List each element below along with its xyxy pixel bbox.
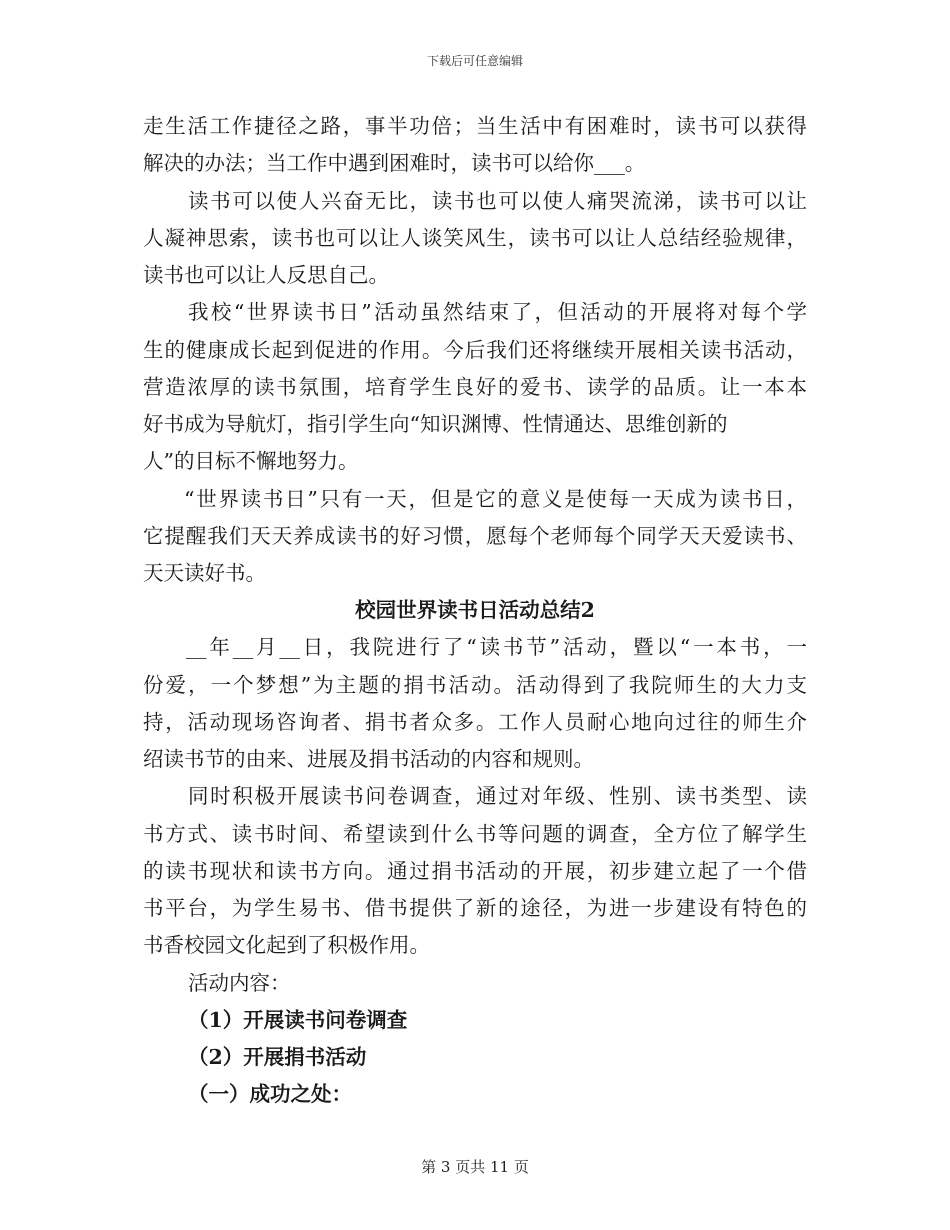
- body-line: 读书可以使人兴奋无比，读书也可以使人痛哭流涕，读书可以让: [188, 189, 807, 213]
- list-heading: （一）成功之处：: [188, 1082, 352, 1106]
- body-line: 的读书现状和读书方向。通过捐书活动的开展，初步建立起了一个借: [143, 859, 807, 883]
- body-line: 绍读书节的由来、进展及捐书活动的内容和规则。: [143, 747, 594, 771]
- body-line: 读书也可以让人反思自己。: [143, 263, 389, 287]
- body-line: 人”的目标不懈地努力。: [143, 449, 359, 473]
- body-line: 书香校园文化起到了积极作用。: [143, 933, 430, 957]
- body-line: 人凝神思索，读书也可以让人谈笑风生，读书可以让人总结经验规律，: [143, 226, 807, 250]
- list-heading: （2）开展捐书活动: [188, 1045, 367, 1069]
- body-line: 书平台，为学生易书、借书提供了新的途径，为进一步建设有特色的: [143, 896, 807, 920]
- body-line: 生的健康成长起到促进的作用。今后我们还将继续开展相关读书活动，: [143, 338, 807, 362]
- body-line: 活动内容：: [188, 971, 291, 995]
- page-header: 下载后可任意编辑: [426, 54, 523, 68]
- body-line: 它提醒我们天天养成读书的好习惯，愿每个老师每个同学天天爱读书、: [143, 524, 807, 548]
- body-line: 书方式、读书时间、希望读到什么书等问题的调查，全方位了解学生: [143, 822, 807, 846]
- list-heading: （1）开展读书问卷调查: [188, 1008, 408, 1032]
- body-line: 好书成为导航灯，指引学生向“知识渊博、性情通达、思维创新的: [143, 412, 728, 436]
- body-line: __年__月__日，我院进行了“读书节”活动，暨以“一本书，一: [186, 635, 807, 659]
- body-line: 解决的办法；当工作中遇到困难时，读书可以给你___。: [143, 151, 646, 175]
- section-title: 校园世界读书日活动总结2: [355, 598, 595, 622]
- page-footer: 第 3 页共 11 页: [421, 1158, 529, 1176]
- body-line: 同时积极开展读书问卷调查，通过对年级、性别、读书类型、读: [188, 784, 807, 808]
- body-line: 份爱，一个梦想”为主题的捐书活动。活动得到了我院师生的大力支: [143, 673, 807, 697]
- body-line: 营造浓厚的读书氛围，培育学生良好的爱书、读学的品质。让一本本: [143, 375, 807, 399]
- body-line: 天天读好书。: [143, 561, 266, 585]
- body-line: “世界读书日”只有一天，但是它的意义是使每一天成为读书日，: [184, 487, 807, 511]
- body-line: 我校“世界读书日”活动虽然结束了，但活动的开展将对每个学: [188, 300, 807, 324]
- body-line: 走生活工作捷径之路，事半功倍；当生活中有困难时，读书可以获得: [143, 114, 807, 138]
- body-line: 持，活动现场咨询者、捐书者众多。工作人员耐心地向过往的师生介: [143, 710, 807, 734]
